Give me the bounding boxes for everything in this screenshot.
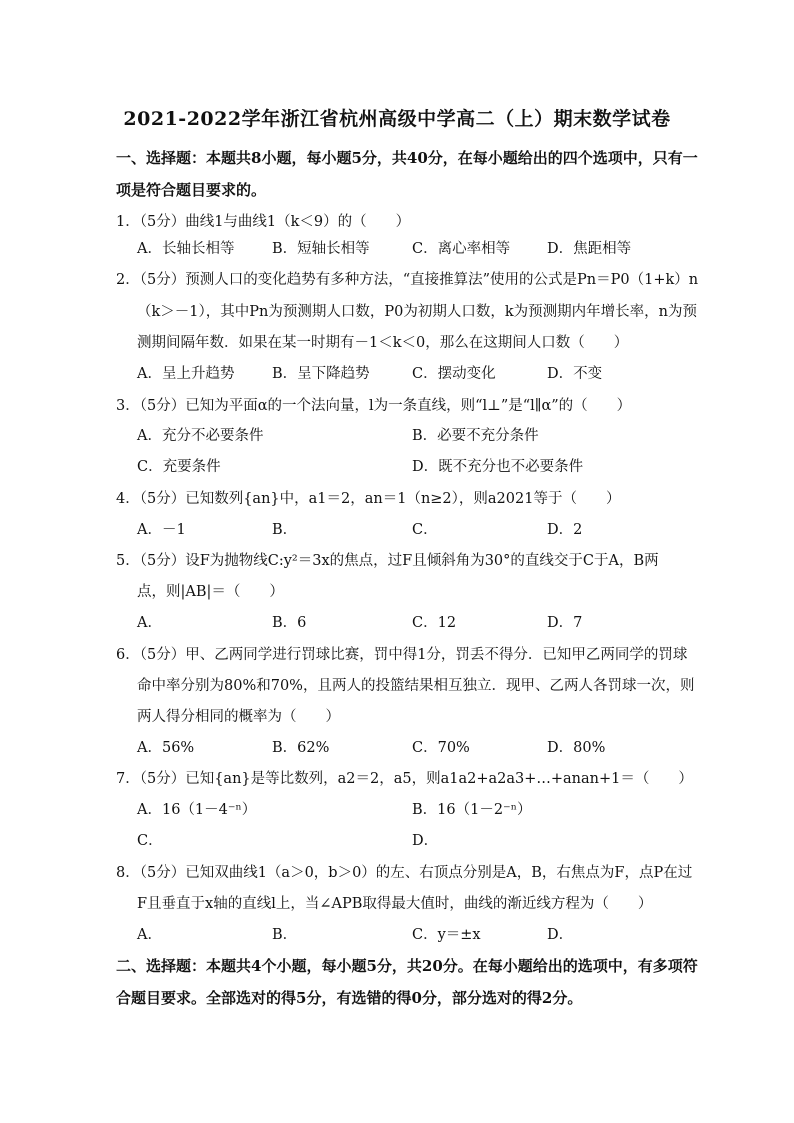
q6-option-c: C．70% [412,740,470,756]
q1-stem: 1．（5分）曲线1与曲线1（k＜9）的（ ） [116,214,411,230]
q5-option-d: D．7 [547,615,583,631]
q1-option-b: B．短轴长相等 [272,241,370,257]
q7-option-d: D． [412,833,439,849]
q5-option-c: C．12 [412,615,457,631]
q2-stem-line2: （k＞－1），其中Pn为预测期人口数，P0为初期人口数，k为预测期内年增长率，n为预 [137,304,697,320]
q8-option-a: A． [137,927,162,943]
q7-option-c: C． [137,833,163,849]
q6-stem-line1: 6．（5分）甲、乙两同学进行罚球比赛，罚中得1分，罚丢不得分．已知甲乙两同学的罚球 [116,647,688,663]
q5-option-a: A． [137,615,162,631]
q6-option-a: A．56% [137,740,195,756]
q2-option-d: D．不变 [547,366,603,382]
q2-option-a: A．呈上升趋势 [137,366,235,382]
q6-option-b: B．62% [272,740,330,756]
section2-heading-line2: 合题目要求。全部选对的得5分，有选错的得0分，部分选对的得2分。 [116,989,583,1007]
q5-stem-line2: 点，则|AB|＝（ ） [137,584,284,600]
q6-stem-line2: 命中率分别为80%和70%，且两人的投篮结果相互独立．现甲、乙两人各罚球一次，则 [137,678,695,694]
q3-option-d: D．既不充分也不必要条件 [412,459,584,475]
q7-stem: 7．（5分）已知{an}是等比数列，a2＝2，a5，则a1a2+a2a3+…+anan+1＝（ ） [116,771,693,787]
q8-stem-line1: 8．（5分）已知双曲线1（a＞0，b＞0）的左、右顶点分别是A，B，右焦点为F，点P在过 [116,865,693,881]
q2-stem-line3: 测期间隔年数．如果在某一时期有－1＜k＜0，那么在这期间人口数（ ） [137,335,629,351]
page-title: 2021-2022学年浙江省杭州高级中学高二（上）期末数学试卷 [123,108,671,130]
q1-option-c: C．离心率相等 [412,241,511,257]
q4-option-d: D．2 [547,522,583,538]
q2-stem-line1: 2．（5分）预测人口的变化趋势有多种方法，“直接推算法”使用的公式是Pn＝P0（1+k）n [116,272,699,288]
q4-option-c: C． [412,522,438,538]
q3-option-c: C．充要条件 [137,459,221,475]
q8-option-c: C．y＝±x [412,927,481,943]
q1-option-a: A．长轴长相等 [137,241,235,257]
q1-option-d: D．焦距相等 [547,241,632,257]
q5-stem-line1: 5．（5分）设F为抛物线C:y²＝3x的焦点，过F且倾斜角为30°的直线交于C于A，B两 [116,553,659,569]
section1-heading-line2: 项是符合题目要求的。 [116,181,267,199]
q3-option-a: A．充分不必要条件 [137,428,264,444]
q7-option-b: B．16（1－2⁻ⁿ） [412,802,532,818]
q5-option-b: B．6 [272,615,307,631]
q8-option-b: B． [272,927,298,943]
section2-heading-line1: 二、选择题：本题共4个小题，每小题5分，共20分。在每小题给出的选项中，有多项符 [116,957,698,975]
q7-option-a: A．16（1－4⁻ⁿ） [137,802,257,818]
q8-option-d: D． [547,927,574,943]
q2-option-b: B．呈下降趋势 [272,366,370,382]
q4-stem: 4．（5分）已知数列{an}中，a1＝2，an＝1（n≥2），则a2021等于（ ） [116,491,621,507]
q4-option-a: A．－1 [137,522,186,538]
q8-stem-line2: F且垂直于x轴的直线l上，当∠APB取得最大值时，曲线的渐近线方程为（ ） [137,896,653,912]
q6-option-d: D．80% [547,740,606,756]
section1-heading-line1: 一、选择题：本题共8小题，每小题5分，共40分，在每小题给出的四个选项中，只有一 [116,149,698,167]
q3-stem: 3．（5分）已知为平面α的一个法向量，l为一条直线，则“l⊥”是“l∥α”的（ ） [116,398,632,414]
q6-stem-line3: 两人得分相同的概率为（ ） [137,709,340,725]
q3-option-b: B．必要不充分条件 [412,428,539,444]
q4-option-b: B． [272,522,298,538]
q2-option-c: C．摆动变化 [412,366,496,382]
